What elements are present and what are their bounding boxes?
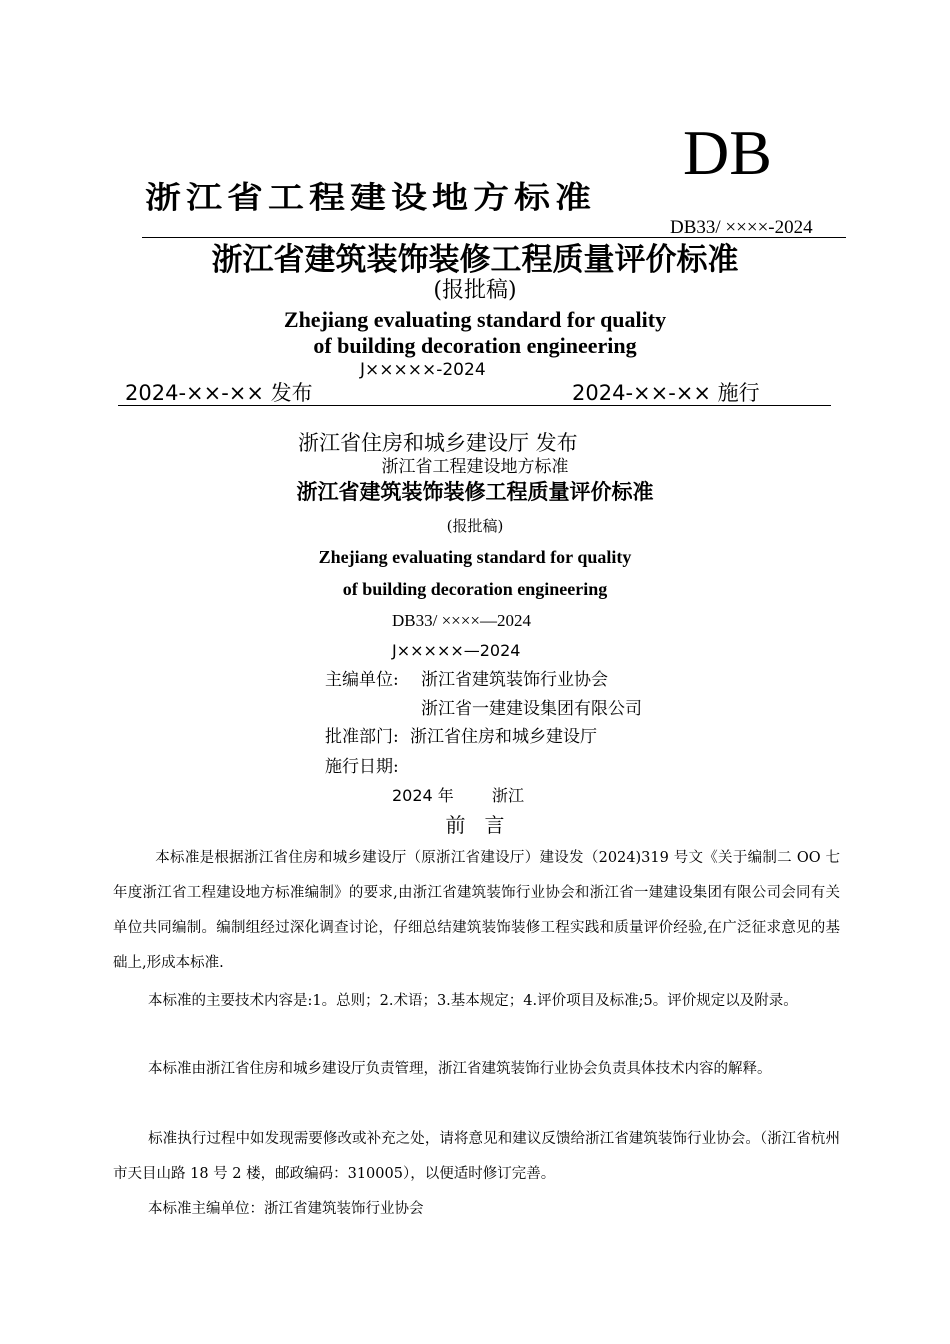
series-title: 浙江省工程建设地方标准 [381,457,569,477]
title-en-line1: Zhejiang evaluating standard for quality [318,547,632,567]
cover-bottom-rule [118,405,831,406]
chief-editor-label: 主编单位: [325,670,399,690]
approval-value: 浙江省住房和城乡建设厅 [410,727,597,747]
effective-date-label: 施行日期: [325,757,399,777]
cover-issue-date: 2024-××-×× 发布 [125,381,313,405]
publication-place: 浙江 [492,786,525,805]
preface-paragraph-4 [113,1122,840,1192]
record-number: J×××××—2024 [392,641,521,660]
preface-paragraph-1-text: 本标准是根据浙江省住房和城乡建设厅（原浙江省建设厅）建设发（2024)319 号文《关于编制二 OO 七年度浙江省工程建设地方标准编制》的要求,由浙江省建筑装饰行业协会和浙江省一建建设集团有限公司会同有关单位共同编制。编制组经过深化调查讨论，仔细总结建筑装饰装修工程实践和质量评价经验,在广泛征求意见的基础上,形成本标准. [113,850,840,971]
approval-label: 批准部门: [325,727,399,747]
preface-paragraph-3-text: 本标准由浙江省住房和城乡建设厅负责管理，浙江省建筑装饰行业协会负责具体技术内容的解释。 [148,1061,772,1077]
cover-title-cn: 浙江省建筑装饰装修工程质量评价标准 [211,242,739,278]
cover-record-number: J×××××-2024 [360,360,486,380]
status-label: (报批稿) [446,517,504,535]
chief-editor-1: 浙江省建筑装饰行业协会 [421,670,608,690]
preface-paragraph-1 [113,841,840,981]
chief-editor-2: 浙江省一建建设集团有限公司 [421,699,642,719]
cover-title-en-line1: Zhejiang evaluating standard for quality [283,307,667,332]
cover-title-en-line2: of building decoration engineering [313,333,637,358]
cover-status: (报批稿) [433,278,517,303]
preface-heading: 前 言 [445,813,505,837]
title-cn: 浙江省建筑装饰装修工程质量评价标准 [296,480,654,504]
cover-issuer: 浙江省住房和城乡建设厅 发布 [298,431,578,455]
preface-paragraph-5 [113,1192,840,1227]
preface-paragraph-2 [113,984,840,1019]
publication-year: 2024 年 [392,786,454,805]
preface-paragraph-5-text: 本标准主编单位：浙江省建筑装饰行业协会 [148,1201,424,1217]
preface-paragraph-4-text: 标准执行过程中如发现需要修改或补充之处，请将意见和建议反馈给浙江省建筑装饰行业协会。（浙江省杭州市天目山路 18 号 2 楼，邮政编码：310005），以便适时修订完善。 [113,1131,840,1182]
cover-standard-code: DB33/ ××××-2024 [670,217,813,238]
standard-code: DB33/ ××××—2024 [392,611,531,630]
preface-paragraph-3 [113,1052,840,1087]
cover-series-title: 浙江省工程建设地方标准 [145,180,597,216]
preface-paragraph-2-text: 本标准的主要技术内容是:1。总则；2.术语；3.基本规定；4.评价项目及标准;5。评价规定以及附录。 [148,993,798,1009]
db-mark: DB [683,117,772,188]
cover-effective-date: 2024-××-×× 施行 [572,381,760,405]
cover-top-rule [142,237,846,238]
title-en-line2: of building decoration engineering [342,579,608,599]
